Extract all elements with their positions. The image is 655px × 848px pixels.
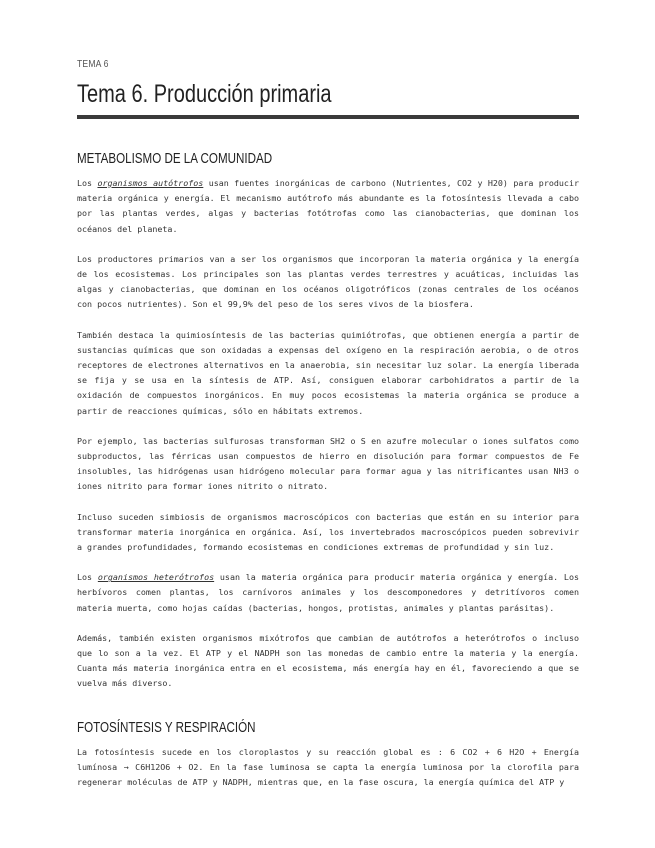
- paragraph: Los productores primarios van a ser los organismos que incorporan la materia orgánica y la energía de los ecosistemas. Los principales son las plantas verdes terrestres y acuáticas, incluidas las algas y cianobacterias, que dominan en los océanos oligotróficos (zonas centrales de los océanos con pocos nutrientes). Son el 99,9% del peso de los seres vivos de la biosfera.: [77, 253, 579, 310]
- chapter-kicker: TEMA 6: [77, 58, 109, 70]
- section-heading: FOTOSÍNTESIS Y RESPIRACIÓN: [77, 719, 256, 736]
- paragraph: Los organismos autótrofos usan fuentes inorgánicas de carbono (Nutrientes, CO2 y H20) para producir materia orgánica y energía. El mecanismo autótrofo más abundante es la fotosíntesis llevada a cabo por las plantas verdes, algas y bacterias fotótrofas como las cianobacterias, que dominan los océanos del planeta.: [77, 178, 579, 234]
- term-autotrofos: organismos autótrofos: [97, 178, 204, 188]
- page-title: Tema 6. Producción primaria: [77, 80, 332, 108]
- section-heading: METABOLISMO DE LA COMUNIDAD: [77, 151, 273, 167]
- title-divider: [77, 115, 579, 119]
- section-metabolismo: [77, 151, 579, 692]
- term-heterotrofos: organismos heterótrofos: [97, 572, 215, 583]
- paragraph: Los organismos heterótrofos usan la materia orgánica para producir materia orgánica y energía. Los herbívoros comen plantas, los carnívoros animales y los descomponedores y detritívoros comen materia muerta, como hojas caídas (bacterias, hongos, protistas, animales y plantas parásitas).: [77, 572, 579, 613]
- section-fotosintesis: [77, 720, 579, 791]
- paragraph: La fotosíntesis sucede en los cloroplastos y su reacción global es : 6 CO2 + 6 H2O + Energía lumínosa → C6H12O6 + O2. En la fase luminosa se capta la energía luminosa por la clorofila para regenerar moléculas de ATP y NADPH, mientras que, en la fase oscura, la energía química del ATP y: [77, 746, 579, 788]
- paragraph: Por ejemplo, las bacterias sulfurosas transforman SH2 o S en azufre molecular o iones sulfatos como subproductos, las férricas usan compuestos de hierro en disolución para formar compuestos de Fe insolubles, las hidrógenas usan hidrógeno molecular para formar agua y las nitrificantes usan NH3 o iones nitrito para formar iones nitrito o nitrato.: [77, 435, 579, 492]
- paragraph: Además, también existen organismos mixótrofos que cambian de autótrofos a heterótrofos o incluso que lo son a la vez. El ATP y el NADPH son las monedas de cambio entre la materia y la energía. Cuanta más materia inorgánica entra en el ecosistema, más energía hay en él, favoreciendo a que se vuelva más diverso.: [77, 632, 579, 689]
- paragraph: También destaca la quimiosíntesis de las bacterias quimiótrofas, que obtienen energía a partir de sustancias químicas que son oxidadas a expensas del oxígeno en la respiración aerobia, o de otros receptores de electrones alternativos en la anaerobia, sin necesitar luz solar. La energía liberada se fija y se usa en la síntesis de ATP. Así, consiguen elaborar carbohidratos a partir de la oxidación de compuestos inorgánicos. En muy pocos ecosistemas la materia orgánica se produce a partir de reacciones químicas, sólo en hábitats extremos.: [77, 329, 579, 416]
- paragraph: Incluso suceden simbiosis de organismos macroscópicos con bacterias que están en su interior para transformar materia inorgánica en orgánica. Así, los invertebrados macroscópicos pueden sobrevivir a grandes profundidades, formando ecosistemas en condiciones extremas de profundidad y sin luz.: [77, 511, 579, 553]
